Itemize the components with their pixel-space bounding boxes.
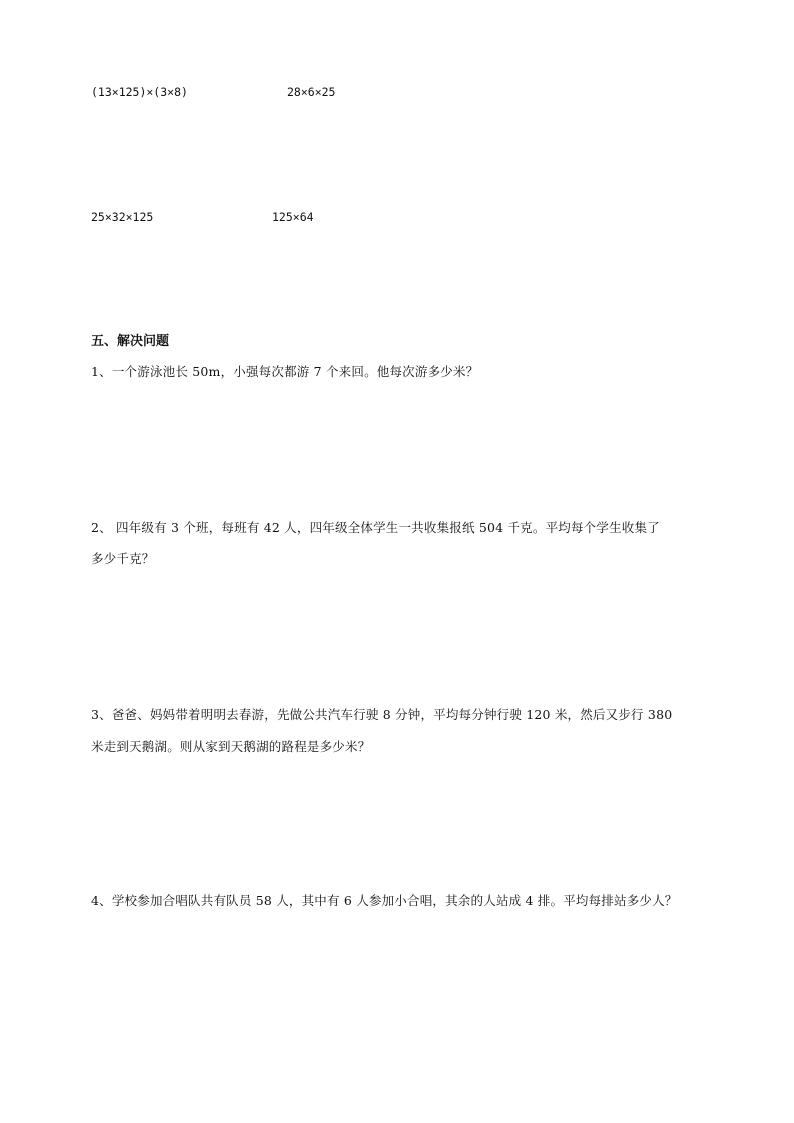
- problem-text: 米走到天鹅湖。则从家到天鹅湖的路程是多少米？: [91, 739, 371, 754]
- problem-text: 多少千克？: [91, 551, 155, 566]
- problem-text: 4、学校参加合唱队共有队员 58 人，其中有 6 人参加小合唱，其余的人站成 4 排。平均每排站多少人？: [91, 893, 678, 908]
- calculation-expression: 25×32×125: [91, 210, 154, 224]
- calculation-expression: 28×6×25: [287, 85, 336, 99]
- calculation-expression: (13×125)×(3×8): [91, 85, 188, 99]
- calculation-expression: 125×64: [272, 210, 314, 224]
- problem-text: 2、 四年级有 3 个班，每班有 42 人，四年级全体学生一共收集报纸 504 千克。平均每个学生收集了: [91, 520, 660, 535]
- problem-text: 1、一个游泳池长 50m，小强每次都游 7 个来回。他每次游多少米？: [91, 364, 479, 379]
- section-title: 五、解决问题: [91, 334, 170, 349]
- problem-text: 3、爸爸、妈妈带着明明去春游，先做公共汽车行驶 8 分钟，平均每分钟行驶 120 米，然后又步行 380: [91, 707, 673, 722]
